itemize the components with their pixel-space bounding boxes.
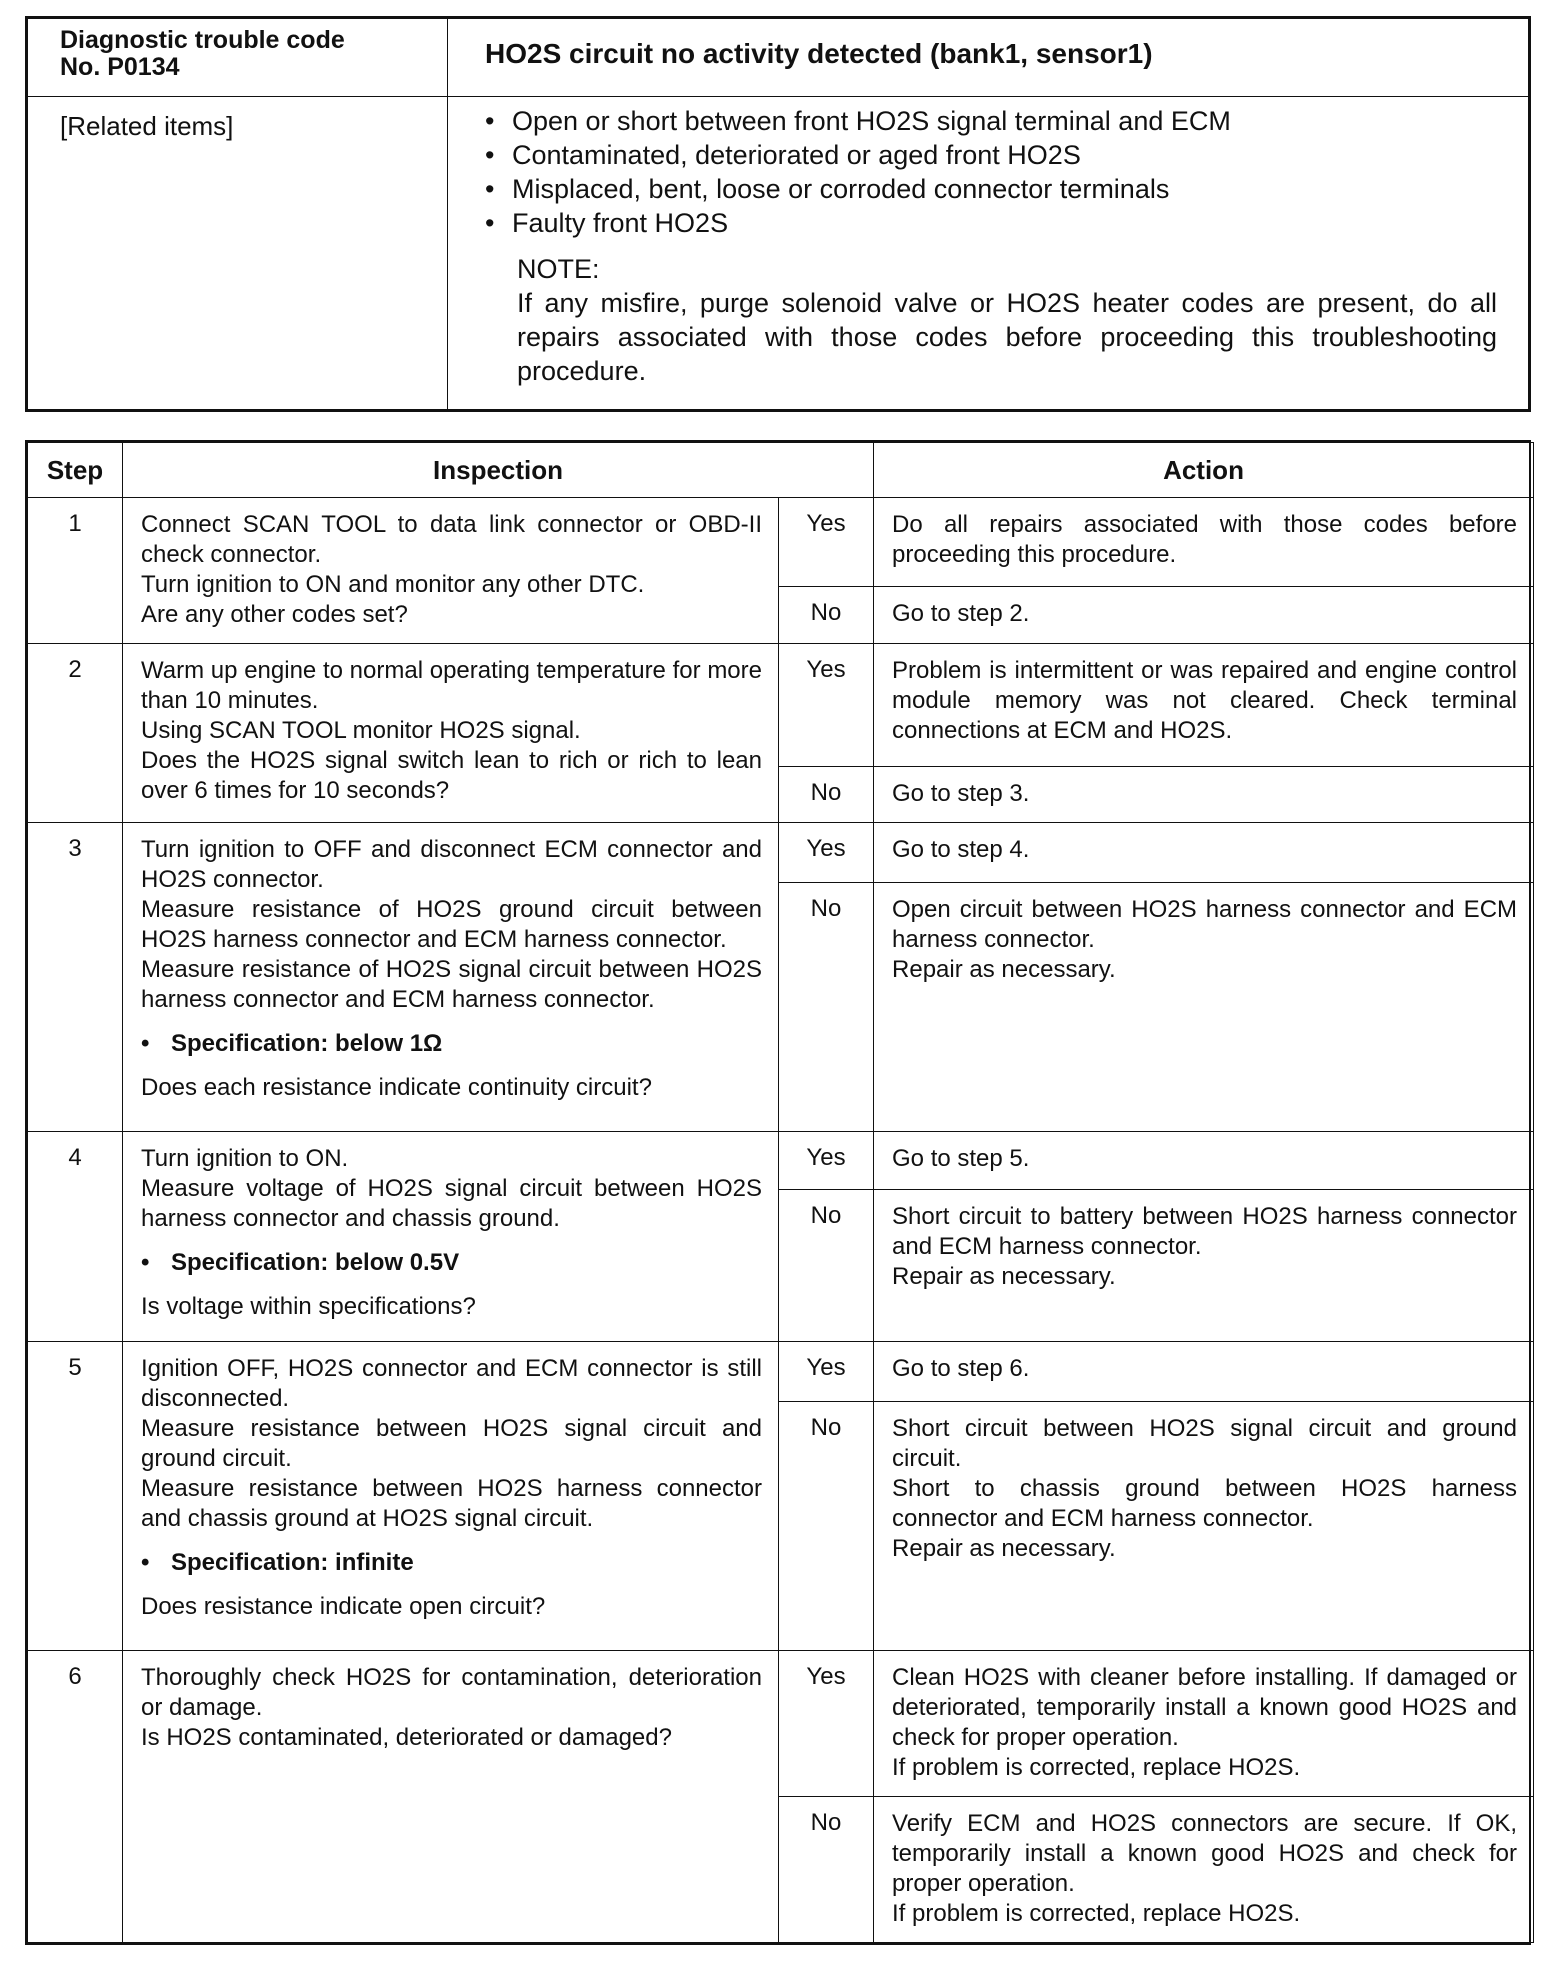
inspection-line: Is HO2S contaminated, deteriorated or damaged? — [141, 1723, 672, 1751]
step-number: 4 — [28, 1132, 123, 1342]
action-line: Go to step 5. — [892, 1145, 1030, 1172]
inspection-line: Ignition OFF, HO2S connector and ECM connector is still disconnected. — [141, 1354, 762, 1412]
action-line: Problem is intermittent or was repaired and engine control module memory was not cleared. Check terminal connections at ECM and HO2S. — [892, 657, 1518, 745]
inspection-cell — [123, 644, 779, 823]
specification: • Specification: below 1Ω — [141, 1029, 762, 1059]
dtc-title: HO2S circuit no activity detected (bank1, sensor1) — [485, 38, 1153, 69]
step-number: 3 — [28, 823, 123, 1132]
no-action-cell — [874, 586, 1534, 643]
step-header: Step — [28, 443, 123, 498]
yes-label: Yes — [779, 1650, 874, 1796]
inspection-question: Does resistance indicate open circuit? — [141, 1592, 546, 1620]
step-number: 6 — [28, 1650, 123, 1942]
no-label: No — [779, 1190, 874, 1342]
inspection-cell — [123, 1132, 779, 1342]
yes-action-cell — [874, 1132, 1534, 1190]
note-title: NOTE: — [517, 254, 600, 284]
specification: • Specification: infinite — [141, 1548, 762, 1578]
inspection-line: Measure resistance between HO2S harness connector and chassis ground at HO2S signal circuit. — [141, 1474, 762, 1532]
yes-label: Yes — [779, 498, 874, 587]
no-label: No — [779, 767, 874, 823]
inspection-line: Measure voltage of HO2S signal circuit between HO2S harness connector and chassis ground. — [141, 1175, 762, 1232]
action-line: Go to step 6. — [892, 1354, 1030, 1382]
inspection-line: Measure resistance between HO2S signal circuit and ground circuit. — [141, 1414, 762, 1472]
action-line: Do all repairs associated with those codes before proceeding this procedure. — [892, 511, 1518, 568]
action-line: Verify ECM and HO2S connectors are secure. If OK, temporarily install a known good HO2S and check for proper operation. — [892, 1809, 1518, 1897]
inspection-header: Inspection — [123, 443, 874, 498]
no-label: No — [779, 586, 874, 643]
action-header: Action — [874, 443, 1534, 498]
yes-action-cell — [874, 823, 1534, 883]
yes-label: Yes — [779, 1341, 874, 1401]
action-line: Go to step 4. — [892, 836, 1030, 864]
inspection-line: Are any other codes set? — [141, 601, 408, 628]
dtc-code: No. P0134 — [60, 53, 180, 81]
yes-action-cell — [874, 644, 1534, 767]
action-line: Short to chassis ground between HO2S harness connector and ECM harness connector. — [892, 1475, 1518, 1533]
no-label: No — [779, 1402, 874, 1651]
yes-label: Yes — [779, 1132, 874, 1190]
dtc-label-cell — [28, 19, 448, 97]
inspection-cell — [123, 498, 779, 644]
inspection-cell — [123, 823, 779, 1132]
inspection-line: Turn ignition to ON and monitor any other DTC. — [141, 571, 645, 598]
table-row — [28, 1650, 1534, 1796]
inspection-line: Connect SCAN TOOL to data link connector or OBD-II check connector. — [141, 511, 762, 568]
related-items-label: [Related items] — [60, 111, 234, 141]
table-row — [28, 1341, 1534, 1401]
action-line: Repair as necessary. — [892, 956, 1116, 984]
action-line: Repair as necessary. — [892, 1263, 1116, 1291]
inspection-line: Turn ignition to ON. — [141, 1145, 349, 1172]
action-line: Open circuit between HO2S harness connector and ECM harness connector. — [892, 896, 1518, 954]
table-row — [28, 823, 1534, 883]
step-number: 1 — [28, 498, 123, 644]
dtc-title-cell — [448, 19, 1529, 97]
note-body: If any misfire, purge solenoid valve or HO2S heater codes are present, do all repairs associated with those codes before proceeding this troubleshooting procedure. — [517, 288, 1497, 386]
troubleshooting-table — [25, 440, 1531, 1945]
inspection-line: Does the HO2S signal switch lean to rich or rich to lean over 6 times for 10 seconds? — [141, 747, 762, 805]
table-header-row — [28, 443, 1534, 498]
action-line: Repair as necessary. — [892, 1535, 1116, 1563]
yes-label: Yes — [779, 823, 874, 883]
action-line: Go to step 3. — [892, 780, 1030, 808]
action-line: Go to step 2. — [892, 599, 1030, 627]
inspection-line: Thoroughly check HO2S for contamination, deterioration or damage. — [141, 1663, 762, 1721]
related-items-cell — [448, 97, 1529, 410]
step-number: 2 — [28, 644, 123, 823]
related-item: • Open or short between front HO2S signal terminal and ECM — [485, 104, 1527, 138]
inspection-line: Warm up engine to normal operating temperature for more than 10 minutes. — [141, 657, 762, 715]
no-action-cell — [874, 1796, 1534, 1942]
related-label-cell — [28, 97, 448, 410]
specification: • Specification: below 0.5V — [141, 1248, 762, 1278]
action-line: If problem is corrected, replace HO2S. — [892, 1753, 1301, 1781]
related-item: • Misplaced, bent, loose or corroded connector terminals — [485, 172, 1527, 206]
inspection-line: Using SCAN TOOL monitor HO2S signal. — [141, 717, 581, 745]
no-label: No — [779, 1796, 874, 1942]
inspection-cell — [123, 1650, 779, 1942]
dtc-header-table — [25, 16, 1531, 412]
table-row — [28, 644, 1534, 767]
no-action-cell — [874, 767, 1534, 823]
inspection-cell — [123, 1341, 779, 1650]
action-line: Short circuit between HO2S signal circuit and ground circuit. — [892, 1415, 1518, 1473]
inspection-line: Measure resistance of HO2S ground circuit between HO2S harness connector and ECM harness connector. — [141, 896, 762, 954]
action-line: If problem is corrected, replace HO2S. — [892, 1899, 1301, 1927]
related-items-list — [449, 98, 1527, 240]
no-label: No — [779, 883, 874, 1132]
steps-body — [28, 498, 1534, 1943]
inspection-question: Does each resistance indicate continuity circuit? — [141, 1074, 652, 1102]
action-line: Clean HO2S with cleaner before installing. If damaged or deteriorated, temporarily install a known good HO2S and check for proper operation. — [892, 1663, 1518, 1751]
note-block — [449, 240, 1527, 388]
inspection-question: Is voltage within specifications? — [141, 1293, 476, 1320]
yes-action-cell — [874, 1341, 1534, 1401]
inspection-line: Measure resistance of HO2S signal circuit between HO2S harness connector and ECM harness connector. — [141, 956, 762, 1014]
no-action-cell — [874, 1402, 1534, 1651]
related-item: • Faulty front HO2S — [485, 206, 1527, 240]
dtc-label-line1: Diagnostic trouble code — [60, 26, 345, 54]
table-row — [28, 1132, 1534, 1190]
yes-action-cell — [874, 498, 1534, 587]
action-line: Short circuit to battery between HO2S harness connector and ECM harness connector. — [892, 1203, 1518, 1261]
yes-label: Yes — [779, 644, 874, 767]
step-number: 5 — [28, 1341, 123, 1650]
no-action-cell — [874, 883, 1534, 1132]
yes-action-cell — [874, 1650, 1534, 1796]
related-item: • Contaminated, deteriorated or aged front HO2S — [485, 138, 1527, 172]
inspection-line: Turn ignition to OFF and disconnect ECM connector and HO2S connector. — [141, 836, 762, 894]
no-action-cell — [874, 1190, 1534, 1342]
table-row — [28, 498, 1534, 587]
